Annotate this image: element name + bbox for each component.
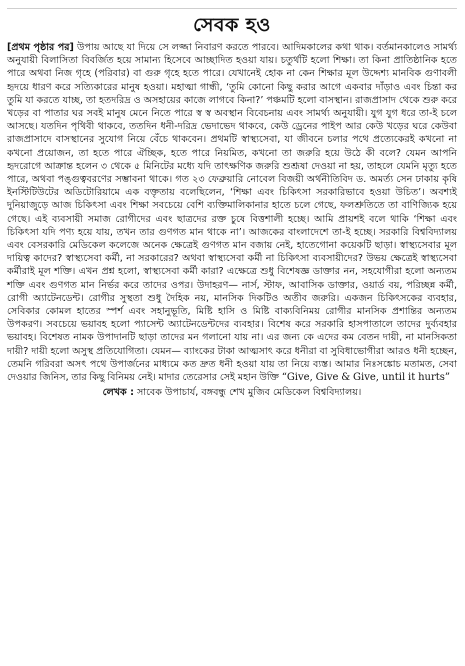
article-text: উপায় আছে যা দিয়ে সে লজ্জা নিবারণ করতে পারবে। আদিমকালের কথা থাক। বর্তমানকালেও সামর্থ্য অনুযায়ী বিলাসিতা বিবর্জিত হয়ে সামান্য হিসেবে আচ্ছাদিত হওয়া যায়। চতুর্থটি হলো শিক্ষা। তা কিনা প্রাতিষ্ঠানিক হতে পারে অথবা নিজ গৃহে (পরিবার) বা গুরু গৃহে হতে পারে। যেখানেই হোক না কেন শিক্ষার মূল উদ্দেশ্য মানবিক গুণাবলী হৃদয়ে ধারণ করে সত্যিকারের মানুষ হওয়া। মহাত্মা গান্ধী, ‘তুমি কোনো কিছু করার আগে একবার দাঁড়াও এবং চিন্তা কর তুমি যা করতে যাচ্ছ, তা হতদরিদ্র ও অসহায়ের কাজে লাগবে কিনা?’ পঞ্চমটি হলো বাসস্থান। রাজপ্রাসাদ থেকে শুরু করে খড়ের বা পাতার ঘর সবই মানুষ মেনে নিতে পারে স্ব স্ব অবস্থান বিবেচনায় এবং সামর্থ্য অনুযায়ী। যুগ যুগ ধরে তা-ই চলে আসছে। যতদিন পৃথিবী থাকবে, ততদিন ধনী-দরিদ্র ভেদাভেদ থাকবে, কেউ ড্রেনের পাইপ আর কেউ খড়ের ঘরে কেউবা রাজপ্রাসাদে বাসস্থানের সুযোগ নিয়ে বেঁচে থাকবেন। প্রথমটি স্বাস্থ্যসেবা, যা জীবনে চলার পথে প্রত্যেকেরই কখনো না কখনো প্রয়োজন, তা হতে পারে ঐচ্ছিক, হতে পারে নিয়মিত, কখনো তা জরুরি হয়ে উঠে কী বলে? যেমন আপনি হৃদরোগে আক্রান্ত হলেন ৩ থেকে ৫ মিনিটের মধ্যে যদি তাৎক্ষণিক জরুরি শুশ্রূষা দেওয়া না হয়, তাহলে যেমনি মৃত্যু হতে পারে, অথবা পঙ্গুত্ববরণের সম্ভাবনা থাকে। গত ২৩ ফেব্রুয়ারি নোবেল বিজয়ী অর্থনীতিবিদ ড. অমর্ত্য সেন ঢাকায় কৃষি ইনস্টিটিউটের অডিটোরিয়ামে এক বক্তৃতায় বলেছিলেন, ‘শিক্ষা এবং চিকিৎসা সরকারিভাবে হওয়া উচিত’। অবশ্যই দুনিয়াজুড়ে আজ চিকিৎসা এবং শিক্ষা সবচেয়ে বেশি ব্যক্তিমালিকানার হাতে চলে গেছে, ফলশ্রুতিতে তা বাণিজ্যিক হয়ে গেছে। এই ব্যবসায়ী সমাজ রোগীদের এবং ছাত্রদের রক্ত চুষে বিত্তশালী হচ্ছে। আমি প্রায়শই বলে থাকি ‘শিক্ষা এবং চিকিৎসা যদি পণ্য হয়ে যায়, তখন তার গুণগত মান থাকে না’। আজকের বাংলাদেশে তা-ই হচ্ছে। সরকারি বিশ্ববিদ্যালয় এবং বেসরকারি মেডিকেল কলেজে অনেক ক্ষেত্রেই গুণগত মান বজায় নেই, হাতেগোনা কয়েকটি ছাড়া। স্বাস্থ্যসেবার মূল দায়িত্ব কাদের? স্বাস্থ্যসেবা কর্মী, না সরকারের? অথবা স্বাস্থ্যসেবা কর্মী না চিকিৎসা ব্যবসায়ীদের? উভয় ক্ষেত্রেই স্বাস্থ্যসেবা কর্মীরাই মূল শক্তি। এখন প্রশ্ন হলো, স্বাস্থ্যসেবা কর্মী কারা? এক্ষেত্রে শুধু বিশেষজ্ঞ ডাক্তার নন, সহযোগীরা হলো অন্যতম শক্তি এবং গুণগত মান নির্ভর করে তাদের ওপর। উদাহরণ— নার্স, স্টাফ, আবাসিক ডাক্তার, ওয়ার্ড বয়, পরিচ্ছন্ন কর্মী, রোগী অ্যাটেনডেন্ট। রোগীর সুস্থতা শুধু দৈহিক নয়, মানসিক দিকটিও অতীব জরুরি। একজন চিকিৎসকের ব্যবহার, সেবিকার কোমল হাতের স্পর্শ এবং সহানুভূতি, মিষ্টি হাসি ও মিষ্টি বাক্যবিনিময় রোগীর মানসিক প্রশান্তির অন্যতম উপকরণ। সবচেয়ে ভয়াবহ হলো প্যাসেন্ট অ্যাটেনডেন্টদের ব্যবহার। বিশেষ করে সরকারি হাসপাতালে তাদের দুর্ব্যবহার ভয়াবহ। বিশেষত নামক উপাদানটি ছাড়া তাদের মন গলানো যায় না। এর জন্য কে এদের কম বেতন দায়ী, না মানসিকতা দায়ী? দায়ী হলো অসুস্থ প্রতিযোগিতা। যেমন— ব্যাংকের টাকা আত্মসাৎ করে ধনীরা বা সুবিধাভোগীরা আরও ধনী হচ্ছেন, তেমনি গরিবরা অসৎ পথে উপার্জনের মাধ্যমে কত দ্রুত ধনী হওয়া যায় তা নিয়ে ব্যস্ত। আমার নিঃসঙ্কোচ মতামত, সেবা দেওয়ার জিনিস, তার কিছু বিনিময় নেই। মাদার তেরেসার সেই মহান উক্তি (7, 42, 457, 384)
article-body (7, 41, 457, 384)
english-quote: “Give, Give & Give, until it hurts” (281, 372, 451, 384)
author-byline (7, 386, 457, 399)
byline-label: লেখক : (102, 387, 134, 399)
continuation-tag: [প্রথম পৃষ্ঠার পর] (7, 42, 74, 53)
byline-text: সাবেক উপাচার্য, বঙ্গবন্ধু শেখ মুজিব মেডিকেল বিশ্ববিদ্যালয়। (133, 387, 362, 399)
article-title: সেবক হও (193, 14, 271, 36)
previous-column-strip (7, 0, 457, 9)
